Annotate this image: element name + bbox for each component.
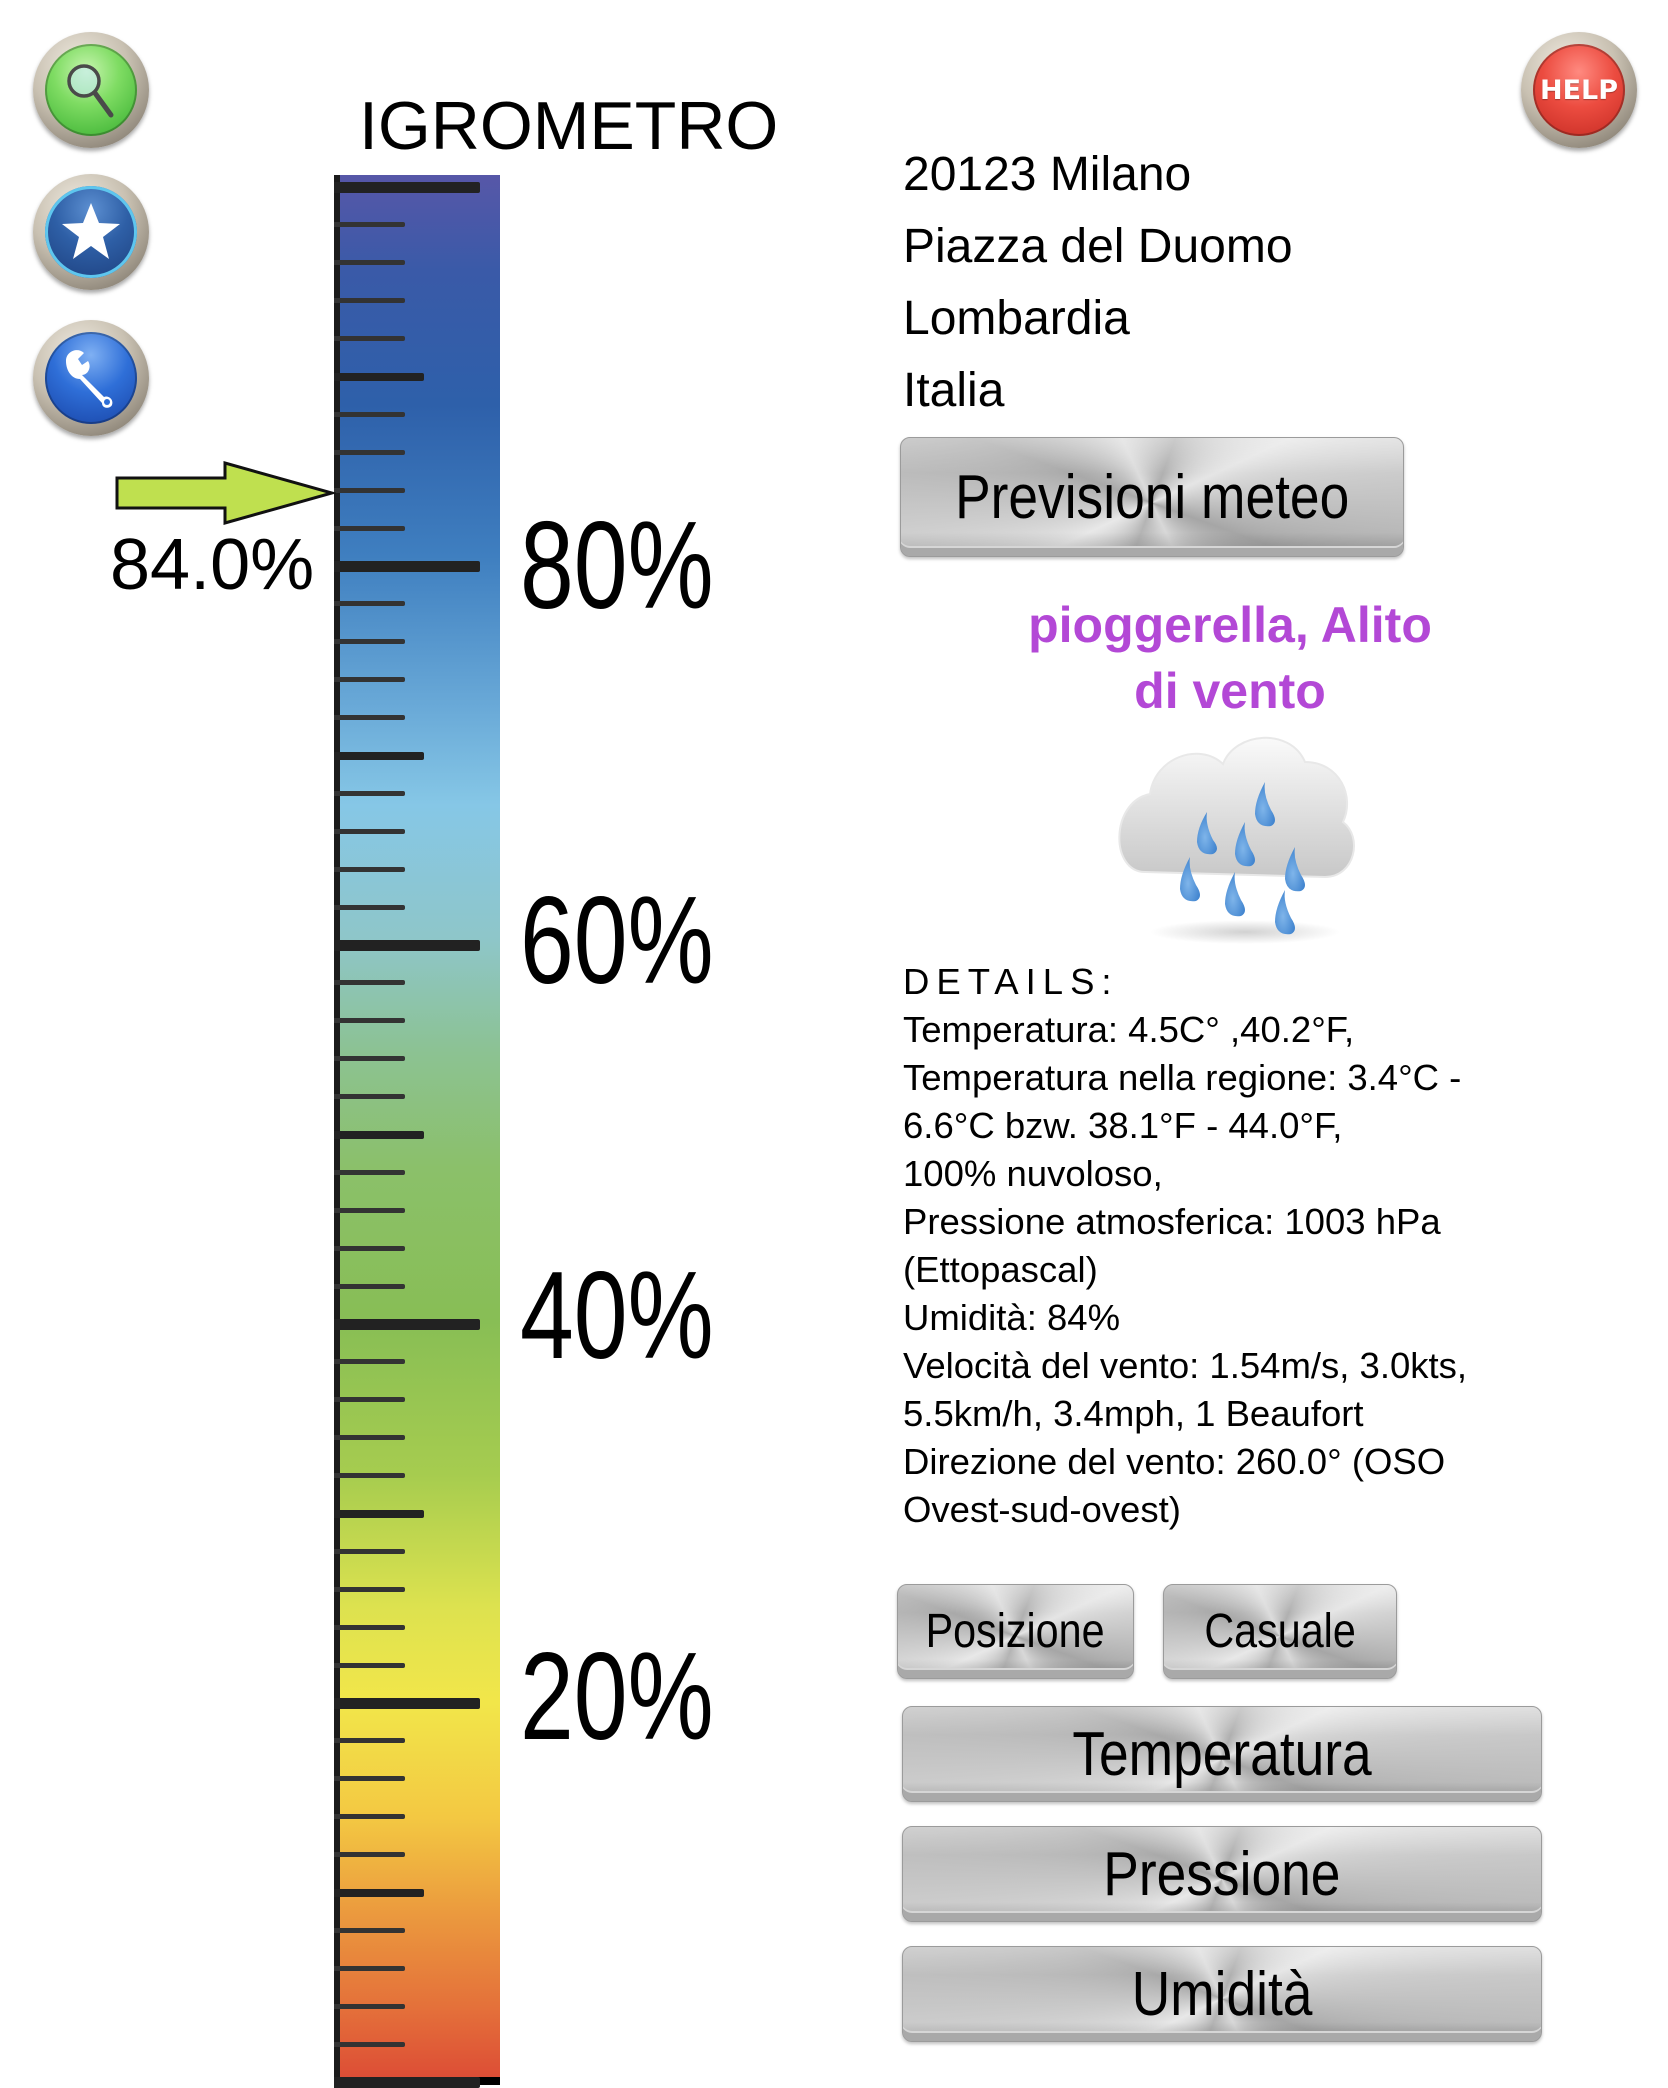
gauge-tick-minor	[334, 1966, 405, 1971]
scale-label-20: 20%	[520, 1628, 714, 1766]
gauge-tick-major	[334, 940, 480, 951]
detail-wind-speed-2: 5.5km/h, 3.4mph, 1 Beaufort	[903, 1393, 1364, 1434]
gauge-tick-minor	[334, 980, 405, 985]
gauge-tick-minor	[334, 829, 405, 834]
wrench-icon	[45, 332, 137, 424]
pressure-button-label: Pressione	[1103, 1839, 1341, 1909]
detail-pressure: Pressione atmosferica: 1003 hPa	[903, 1201, 1441, 1242]
gauge-tick-minor	[334, 1094, 405, 1099]
gauge-tick-minor	[334, 1397, 405, 1402]
weather-condition-line1: pioggerella, Alito	[1028, 597, 1432, 653]
gauge-tick-minor	[334, 1928, 405, 1933]
help-button[interactable]	[1521, 32, 1637, 148]
gauge-tick-medium	[334, 752, 424, 760]
gauge-tick-minor	[334, 1852, 405, 1857]
random-button-label: Casuale	[1204, 1605, 1356, 1658]
gauge-tick-major	[334, 1319, 480, 1330]
rain-cloud-icon	[1105, 722, 1375, 947]
address-country: Italia	[903, 364, 1005, 417]
gauge-tick-minor	[334, 1625, 405, 1630]
gauge-tick-major	[334, 182, 480, 193]
gauge-tick-minor	[334, 1738, 405, 1743]
detail-pressure-unit: (Ettopascal)	[903, 1249, 1098, 1290]
address-region: Lombardia	[903, 292, 1130, 345]
gauge-tick-minor	[334, 639, 405, 644]
gauge-tick-minor	[334, 1776, 405, 1781]
gauge-tick-minor	[334, 1246, 405, 1251]
detail-wind-direction-2: Ovest-sud-ovest)	[903, 1489, 1181, 1530]
detail-temperature: Temperatura: 4.5C° ,40.2°F,	[903, 1009, 1355, 1050]
magnifier-icon	[45, 44, 137, 136]
gauge-tick-minor	[334, 677, 405, 682]
pressure-button[interactable]	[902, 1826, 1542, 1922]
pointer-arrow-icon	[114, 460, 336, 526]
gauge-tick-minor	[334, 2004, 405, 2009]
star-icon	[45, 186, 137, 278]
address-postal-city: 20123 Milano	[903, 148, 1192, 201]
temperature-button[interactable]	[902, 1706, 1542, 1802]
humidity-button-label: Umidità	[1131, 1959, 1313, 2029]
gauge-tick-medium	[334, 373, 424, 381]
gauge-tick-minor	[334, 526, 405, 531]
gauge-tick-minor	[334, 336, 405, 341]
favorites-button[interactable]	[33, 174, 149, 290]
gauge-tick-minor	[334, 601, 405, 606]
gauge-tick-major	[334, 1698, 480, 1709]
help-label: HELP	[1539, 74, 1619, 106]
hygrometer-gauge	[334, 175, 500, 2085]
detail-cloudiness: 100% nuvoloso,	[903, 1153, 1163, 1194]
gauge-tick-minor	[334, 1435, 405, 1440]
gauge-tick-minor	[334, 1663, 405, 1668]
humidity-button[interactable]	[902, 1946, 1542, 2042]
details-header: DETAILS:	[903, 961, 1119, 1002]
address-street: Piazza del Duomo	[903, 220, 1293, 273]
humidity-reading: 84.0%	[110, 525, 315, 605]
forecast-button[interactable]	[900, 437, 1404, 557]
forecast-button-label: Previsioni meteo	[954, 462, 1350, 532]
gauge-tick-minor	[334, 222, 405, 227]
gauge-tick-minor	[334, 1549, 405, 1554]
gauge-tick-minor	[334, 260, 405, 265]
gauge-tick-medium	[334, 1131, 424, 1139]
gauge-tick-minor	[334, 1473, 405, 1478]
detail-region-temp-1: Temperatura nella regione: 3.4°C -	[903, 1057, 1462, 1098]
gauge-title: IGROMETRO	[359, 88, 779, 164]
gauge-tick-minor	[334, 488, 405, 493]
settings-button[interactable]	[33, 320, 149, 436]
gauge-tick-minor	[334, 1814, 405, 1819]
gauge-tick-minor	[334, 905, 405, 910]
gauge-tick-minor	[334, 1284, 405, 1289]
gauge-tick-minor	[334, 1208, 405, 1213]
gauge-tick-minor	[334, 715, 405, 720]
gauge-tick-major	[334, 561, 480, 572]
detail-humidity: Umidità: 84%	[903, 1297, 1121, 1338]
detail-wind-direction-1: Direzione del vento: 260.0° (OSO	[903, 1441, 1446, 1482]
weather-condition-line2: di vento	[1134, 663, 1326, 719]
weather-details	[903, 958, 1663, 1534]
gauge-tick-minor	[334, 1587, 405, 1592]
scale-label-40: 40%	[520, 1247, 714, 1385]
gauge-tick-minor	[334, 1170, 405, 1175]
gauge-tick-minor	[334, 450, 405, 455]
gauge-tick-minor	[334, 2042, 405, 2047]
gauge-tick-minor	[334, 1018, 405, 1023]
gauge-tick-minor	[334, 791, 405, 796]
detail-region-temp-2: 6.6°C bzw. 38.1°F - 44.0°F,	[903, 1105, 1343, 1146]
position-button-label: Posizione	[926, 1605, 1105, 1658]
gauge-tick-major	[334, 2077, 480, 2088]
search-button[interactable]	[33, 32, 149, 148]
temperature-button-label: Temperatura	[1072, 1719, 1372, 1789]
position-button[interactable]	[897, 1584, 1134, 1679]
gauge-tick-medium	[334, 1889, 424, 1897]
weather-condition	[900, 592, 1560, 724]
gauge-tick-minor	[334, 867, 405, 872]
gauge-tick-medium	[334, 1510, 424, 1518]
gauge-tick-minor	[334, 412, 405, 417]
random-button[interactable]	[1163, 1584, 1397, 1679]
scale-label-80: 80%	[520, 497, 714, 635]
gauge-tick-minor	[334, 298, 405, 303]
help-icon	[1533, 44, 1625, 136]
gauge-tick-minor	[334, 1056, 405, 1061]
scale-label-60: 60%	[520, 872, 714, 1010]
gauge-tick-minor	[334, 1359, 405, 1364]
detail-wind-speed-1: Velocità del vento: 1.54m/s, 3.0kts,	[903, 1345, 1468, 1386]
